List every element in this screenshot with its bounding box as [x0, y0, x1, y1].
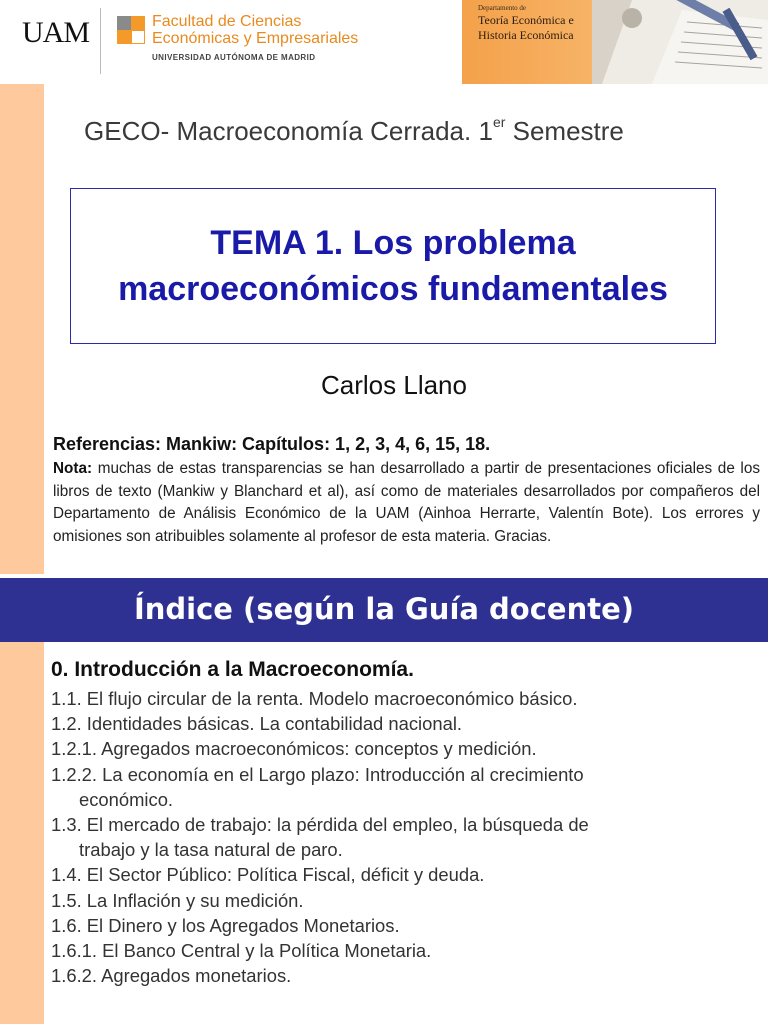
- section-heading: 0. Introducción a la Macroeconomía.: [51, 658, 414, 681]
- note-paragraph: [53, 458, 760, 548]
- department-banner: [462, 0, 768, 84]
- left-accent-strip: [0, 84, 44, 574]
- author-name: Carlos Llano: [321, 370, 467, 400]
- index-banner: [0, 578, 768, 642]
- list-item: 1.3. El mercado de trabajo: la pérdida del empleo, la búsqueda de trabajo y la tasa natural de paro.: [51, 814, 589, 861]
- index-title: Índice (según la Guía docente): [133, 592, 635, 626]
- note-text: muchas de estas transparencias se han desarrollado a partir de presentaciones oficiales de los libros de texto (Mankiw y Blanchard et al), así como de materiales desarrollados por compañeros del Departamento de Análisis Económico de la UAM (Ainhoa Herrarte, Valentín Bote). Los errores y omisiones son atribuibles solamente al profesor de esta materia. Gracias.: [53, 460, 760, 545]
- index-slide: [0, 574, 768, 1024]
- list-item: 1.2. Identidades básicas. La contabilidad nacional.: [51, 713, 463, 735]
- logo-divider: [100, 8, 101, 74]
- list-item: 1.2.2. La economía en el Largo plazo: Introducción al crecimiento económico.: [51, 763, 584, 810]
- lesson-title-line1: TEMA 1. Los problema: [210, 224, 576, 262]
- department-name-line2: Historia Económica: [478, 28, 574, 42]
- lesson-title-box: [70, 188, 716, 344]
- faculty-name-line1: Facultad de Ciencias: [152, 13, 302, 30]
- list-item: 1.6.2. Agregados monetarios.: [51, 965, 292, 987]
- course-ordinal: er: [492, 114, 506, 131]
- list-item: 1.6.1. El Banco Central y la Política Monetaria.: [51, 940, 432, 962]
- list-item: 1.1. El flujo circular de la renta. Modelo macroeconómico básico.: [51, 688, 578, 709]
- list-item: 1.5. La Inflación y su medición.: [51, 889, 304, 911]
- list-item: 1.4. El Sector Público: Política Fiscal, déficit y deuda.: [51, 864, 485, 886]
- uam-logo: UAM: [22, 16, 90, 49]
- index-list: [51, 686, 761, 988]
- logo-header: [0, 0, 768, 84]
- course-title: GECO- Macroeconomía Cerrada. 1er Semestre: [84, 114, 624, 146]
- list-item: 1.2.1. Agregados macroeconómicos: conceptos y medición.: [51, 738, 537, 760]
- department-label: Departamento de: [478, 4, 527, 12]
- note-label: Nota:: [53, 460, 93, 477]
- university-name: UNIVERSIDAD AUTÓNOMA DE MADRID: [152, 53, 316, 62]
- references: Referencias: Mankiw: Capítulos: 1, 2, 3, 4, 6, 15, 18.: [53, 434, 491, 454]
- desk-photo-icon: [592, 0, 768, 84]
- left-accent-strip: [0, 642, 44, 1024]
- list-item: 1.6. El Dinero y los Agregados Monetarios.: [51, 914, 400, 936]
- faculty-logo-icon: [117, 16, 145, 44]
- faculty-name-line2: Económicas y Empresariales: [152, 30, 359, 47]
- lesson-title-line2: macroeconómicos fundamentales: [118, 270, 668, 308]
- department-name-line1: Teoría Económica e: [478, 13, 574, 27]
